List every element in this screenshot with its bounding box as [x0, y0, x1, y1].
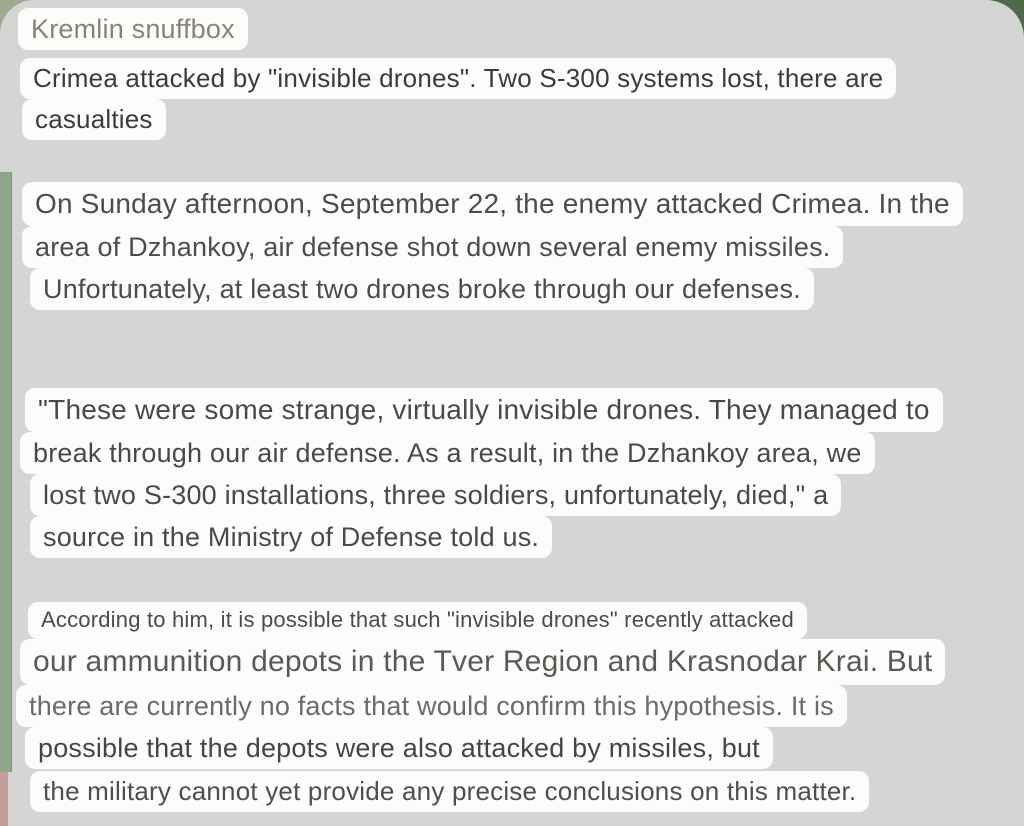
- translated-text-line: "These were some strange, virtually invisible drones. They managed to: [25, 388, 943, 431]
- translated-text-line: area of Dzhankoy, air defense shot down several enemy missiles.: [22, 226, 843, 268]
- channel-name: Kremlin snuffbox: [18, 8, 248, 50]
- translated-text-line: our ammunition depots in the Tver Region and Krasnodar Krai. But: [20, 639, 945, 685]
- translated-text-line: Crimea attacked by "invisible drones". Two S-300 systems lost, there are: [20, 58, 896, 99]
- translated-text-line: On Sunday afternoon, September 22, the enemy attacked Crimea. In the: [22, 182, 963, 225]
- translated-text-line: casualties: [22, 99, 166, 140]
- translated-text-line: source in the Ministry of Defense told us.: [30, 516, 552, 558]
- translated-text-line: there are currently no facts that would confirm this hypothesis. It is: [16, 685, 847, 727]
- translated-text-line: the military cannot yet provide any precise conclusions on this matter.: [30, 771, 869, 812]
- translated-text-line: Unfortunately, at least two drones broke through our defenses.: [30, 268, 814, 310]
- translated-text-line: According to him, it is possible that such "invisible drones" recently attacked: [28, 602, 807, 639]
- translated-text-line: lost two S-300 installations, three soldiers, unfortunately, died," a: [30, 474, 841, 516]
- translated-text-line: break through our air defense. As a result, in the Dzhankoy area, we: [20, 432, 875, 474]
- translated-text-line: possible that the depots were also attacked by missiles, but: [25, 727, 773, 769]
